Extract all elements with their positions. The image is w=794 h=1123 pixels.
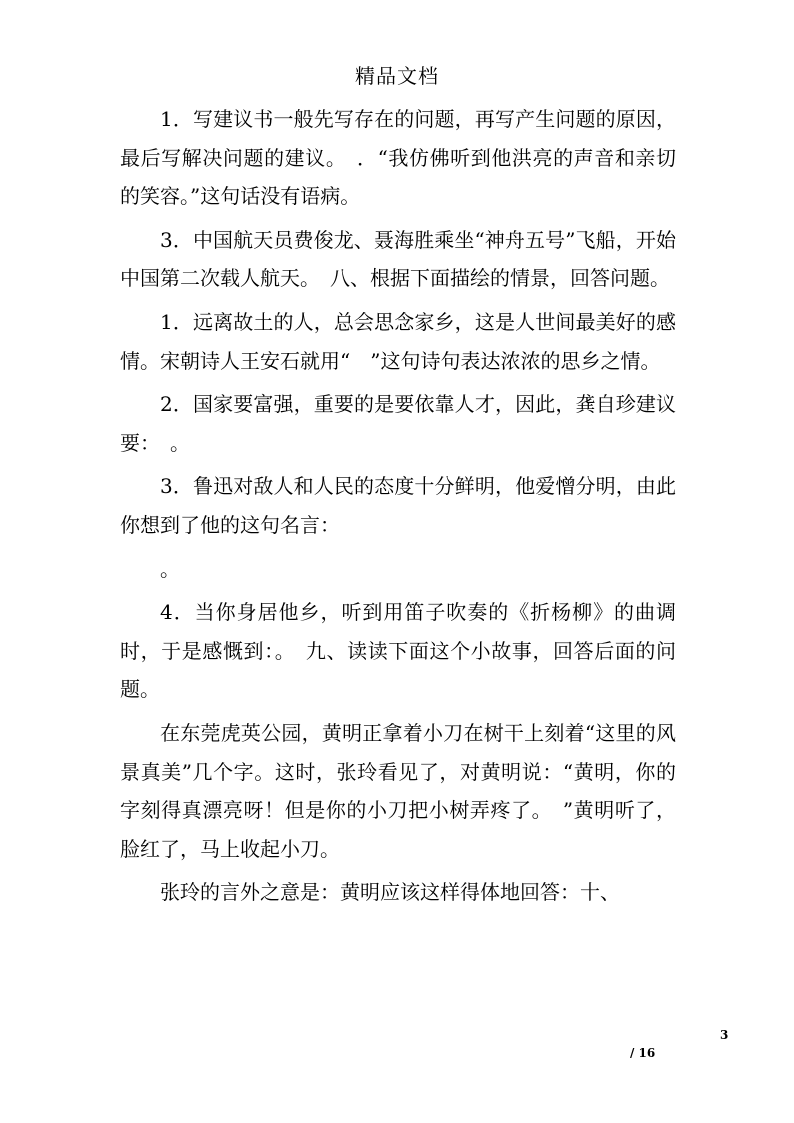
paragraph: 张玲的言外之意是：黄明应该这样得体地回答：十、: [160, 880, 620, 905]
paragraph: 1．写建议书一般先写存在的问题，再写产生问题的原因，最后写解决问题的建议。 ．“我仿佛听到他洪亮的声音和亲切的笑容。”这句话没有语病。: [120, 107, 676, 209]
page-total: / 16: [630, 1046, 656, 1060]
page-number: 3: [720, 1028, 729, 1042]
paragraph: 2．国家要富强，重要的是要依靠人才，因此，龚自珍建议要： 。: [120, 392, 676, 455]
paragraph: 。: [160, 556, 180, 581]
document-body: [120, 100, 676, 917]
paragraph: 3．中国航天员费俊龙、聂海胜乘坐“神舟五号”飞船，开始中国第二次载人航天。 八、根据下面描绘的情景，回答问题。: [120, 227, 676, 291]
paragraph: 1．远离故土的人，总会思念家乡，这是人世间最美好的感情。宋朝诗人王安石就用“ ”这句诗句表达浓浓的思乡之情。: [120, 309, 676, 373]
paragraph: 4．当你身居他乡，听到用笛子吹奏的《折杨柳》的曲调时，于是感慨到：。 九、读读下面这个小故事，回答后面的问题。: [120, 600, 676, 702]
paragraph: 3．鲁迅对敌人和人民的态度十分鲜明，他爱憎分明，由此你想到了他的这句名言：: [120, 474, 676, 537]
paragraph: 在东莞虎英公园，黄明正拿着小刀在树干上刻着“这里的风景真美”几个字。这时，张玲看见了，对黄明说：“黄明，你的字刻得真漂亮呀！但是你的小刀把小树弄疼了。 ”黄明听了，脸红了，马上收起小刀。: [120, 720, 676, 861]
page-header-title: 精品文档: [355, 64, 439, 88]
